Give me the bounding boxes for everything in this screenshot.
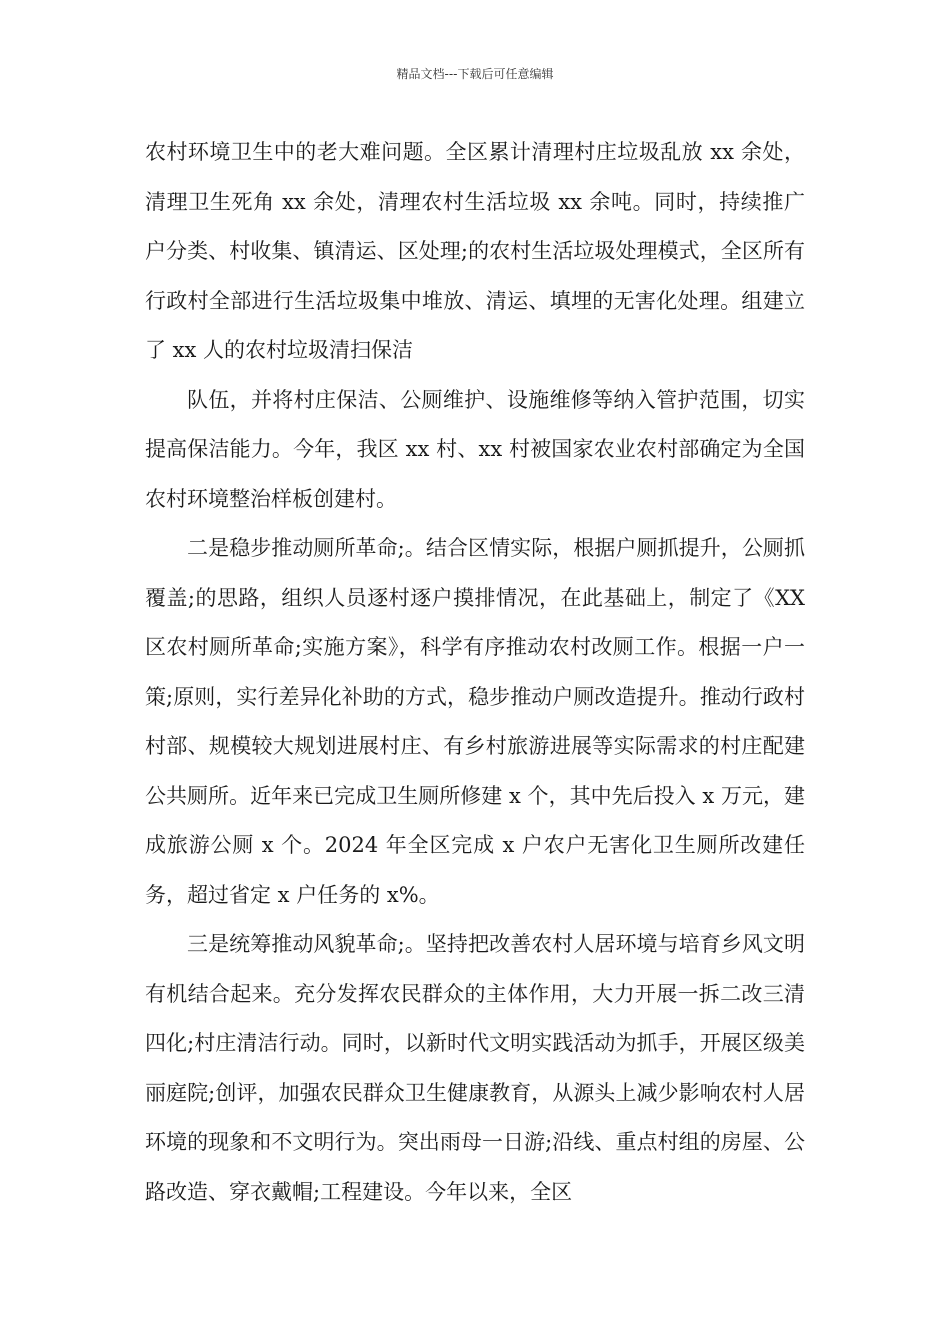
page-header: 精品文档---下载后可任意编辑 (396, 67, 554, 81)
paragraph-3: 二是稳步推动厕所革命;。结合区情实际，根据户厕抓提升，公厕抓覆盖;的思路，组织人员逐村逐户摸排情况，在此基础上，制定了《XX 区农村厕所革命;实施方案》，科学有序推动农村改厕工作。根据一户一策;原则，实行差异化补助的方式，稳步推动户厕改造提升。推动行政村村部、规模较大规划进展村庄、有乡村旅游进展等实际需求的村庄配建公共厕所。近年来已完成卫生厕所修建 x 个，其中先后投入 x 万元，建成旅游公厕 x 个。2024 年全区完成 x 户农户无害化卫生厕所改建任务，超过省定 x 户任务的 x%。 (145, 536, 805, 907)
document-body (145, 128, 805, 1217)
paragraph-2: 队伍，并将村庄保洁、公厕维护、设施维修等纳入管护范围，切实提高保洁能力。今年，我区 xx 村、xx 村被国家农业农村部确定为全国农村环境整治样板创建村。 (145, 387, 805, 511)
paragraph-1: 农村环境卫生中的老大难问题。全区累计清理村庄垃圾乱放 xx 余处，清理卫生死角 xx 余处，清理农村生活垃圾 xx 余吨。同时，持续推广户分类、村收集、镇清运、区处理;的农村生活垃圾处理模式，全区所有行政村全部进行生活垃圾集中堆放、清运、填埋的无害化处理。组建立了 xx 人的农村垃圾清扫保洁 (145, 140, 805, 362)
paragraph-4: 三是统筹推动风貌革命;。坚持把改善农村人居环境与培育乡风文明有机结合起来。充分发挥农民群众的主体作用，大力开展一拆二改三清四化;村庄清洁行动。同时，以新时代文明实践活动为抓手，开展区级美丽庭院;创评，加强农民群众卫生健康教育，从源头上减少影响农村人居环境的现象和不文明行为。突出雨母一日游;沿线、重点村组的房屋、公路改造、穿衣戴帽;工程建设。今年以来，全区 (145, 932, 805, 1204)
